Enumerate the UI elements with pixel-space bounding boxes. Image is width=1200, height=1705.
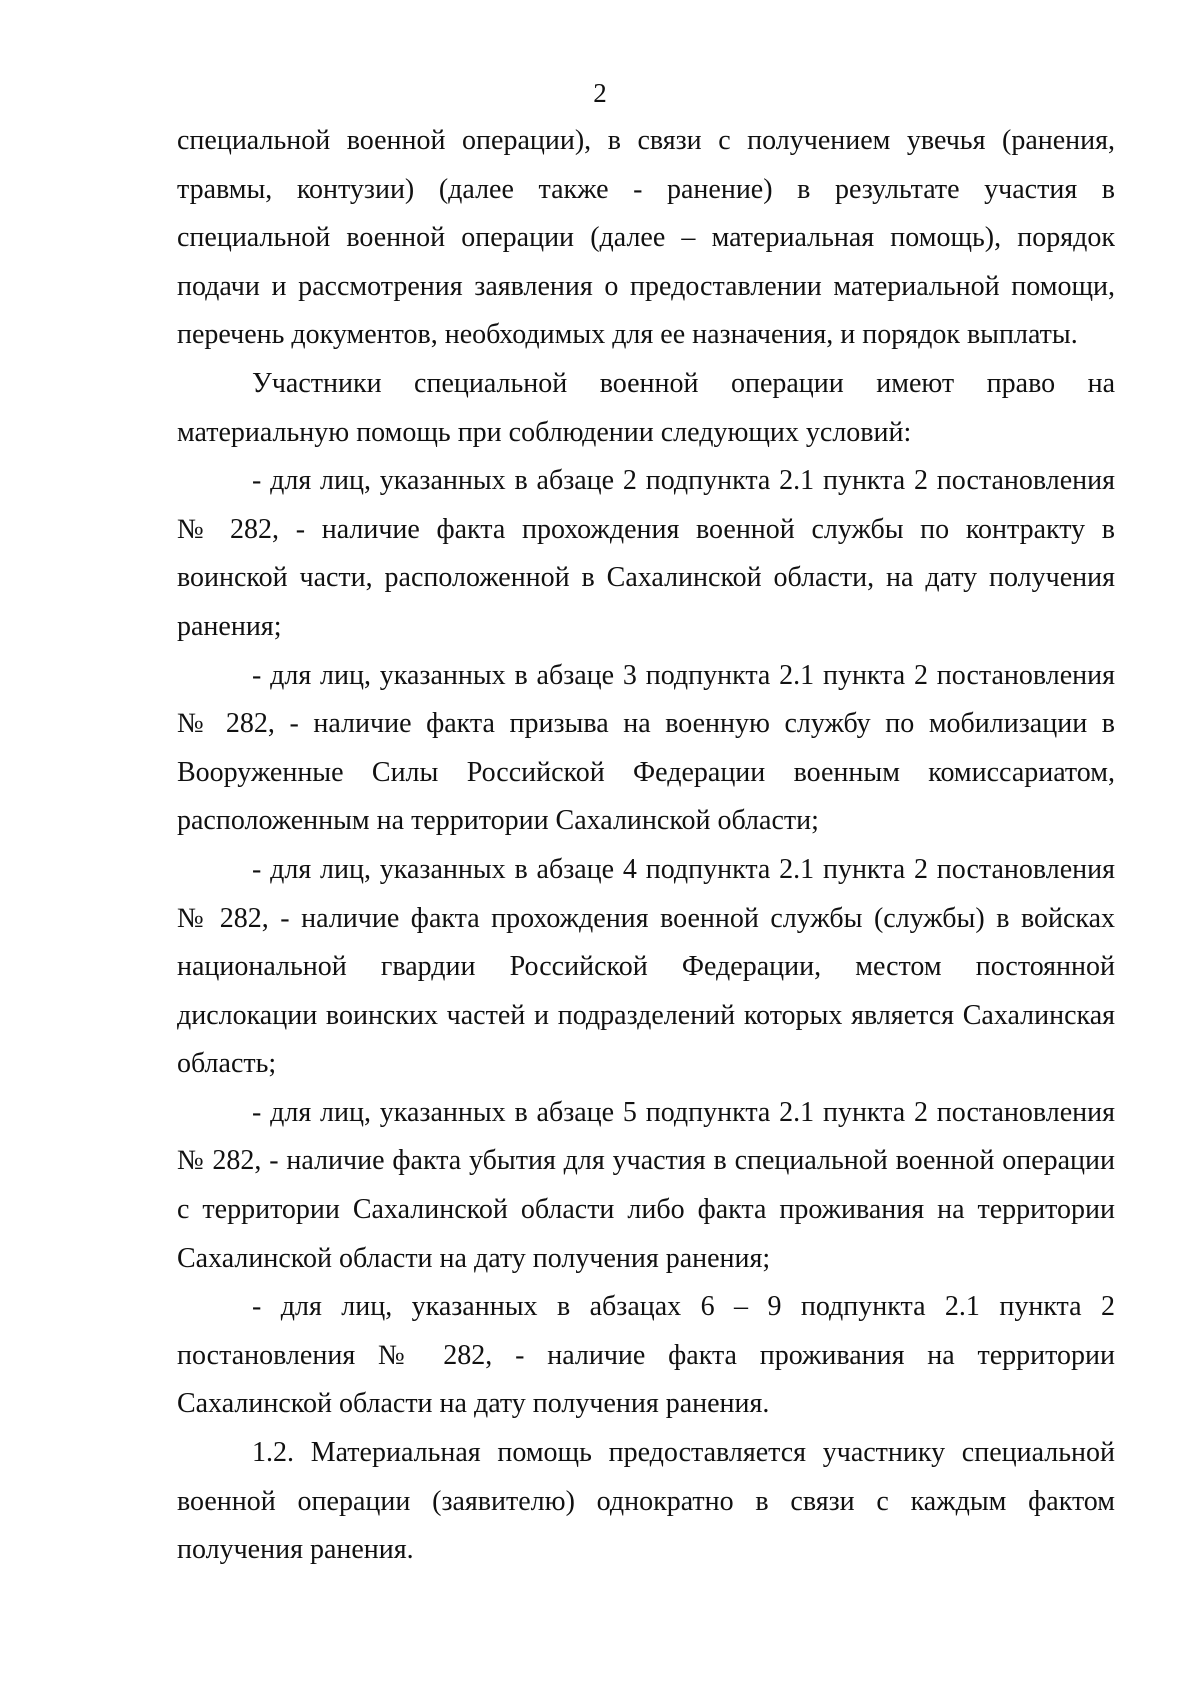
list-item-paragraph-2: - для лиц, указанных в абзаце 2 подпункта 2.1 пункта 2 постановления № 282, - наличие факта прохождения военной службы по контракту в воинской части, расположенной в Сахалинской области, на дату получения ранения;	[177, 465, 1115, 642]
list-item-paragraphs-6-9: - для лиц, указанных в абзацах 6 – 9 подпункта 2.1 пункта 2 постановления № 282, - наличие факта проживания на территории Сахалинской области на дату получения ранения.	[177, 1291, 1115, 1420]
page-number: 2	[593, 78, 607, 108]
section-1-2-paragraph: 1.2. Материальная помощь предоставляется участнику специальной военной операции (заявителю) однократно в связи с каждым фактом получения ранения.	[177, 1437, 1115, 1566]
list-item-paragraph-4: - для лиц, указанных в абзаце 4 подпункта 2.1 пункта 2 постановления № 282, - наличие факта прохождения военной службы (службы) в войсках национальной гвардии Российской Федерации, местом постоянной дислокации воинских частей и подразделений которых является Сахалинская область;	[177, 853, 1115, 1080]
paragraph-continuation: специальной военной операции), в связи с получением увечья (ранения, травмы, контузии) (далее также - ранение) в результате участия в специальной военной операции (далее – материальная помощь), порядок подачи и рассмотрения заявления о предоставлении материальной помощи, перечень документов, необходимых для ее назначения, и порядок выплаты.	[177, 125, 1115, 351]
paragraph-participants-rights: Участники специальной военной операции имеют право на материальную помощь при соблюдении следующих условий:	[177, 367, 1115, 448]
list-item-paragraph-5: - для лиц, указанных в абзаце 5 подпункта 2.1 пункта 2 постановления № 282, - наличие факта убытия для участия в специальной военной операции с территории Сахалинской области либо факта проживания на территории Сахалинской области на дату получения ранения;	[177, 1096, 1115, 1274]
document-body	[177, 117, 1115, 1575]
list-item-paragraph-3: - для лиц, указанных в абзаце 3 подпункта 2.1 пункта 2 постановления № 282, - наличие факта призыва на военную службу по мобилизации в Вооруженные Силы Российской Федерации военным комиссариатом, расположенным на территории Сахалинской области;	[177, 659, 1115, 837]
